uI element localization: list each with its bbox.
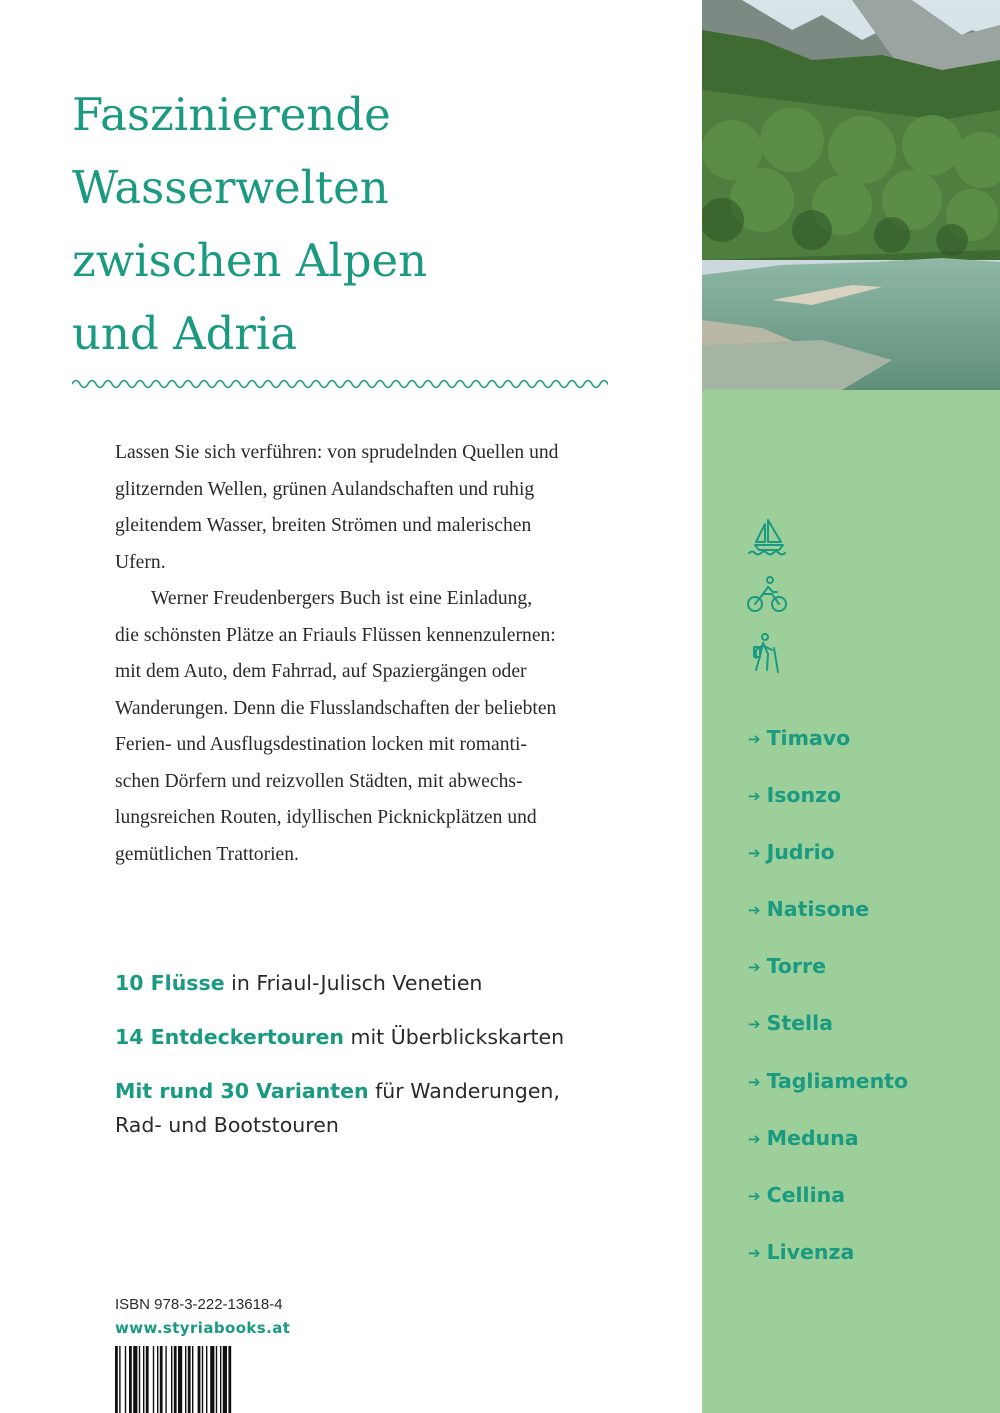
arrow-icon: ➔ bbox=[748, 901, 761, 920]
sailing-icon bbox=[746, 515, 788, 557]
arrow-icon: ➔ bbox=[748, 1129, 761, 1148]
fact-item bbox=[115, 1020, 675, 1054]
website-link[interactable]: www.styriabooks.at bbox=[115, 1319, 291, 1337]
fact-item bbox=[115, 966, 675, 1000]
river-landscape-photo bbox=[702, 0, 1000, 390]
blurb-line: Lassen Sie sich verführen: von sprudelnden Quellen und bbox=[115, 442, 559, 463]
river-item bbox=[748, 1069, 908, 1126]
river-label: Livenza bbox=[766, 1239, 855, 1264]
river-list bbox=[748, 726, 908, 1297]
wave-divider bbox=[72, 372, 608, 396]
river-item bbox=[748, 1126, 908, 1183]
river-label: Isonzo bbox=[766, 783, 842, 808]
arrow-icon: ➔ bbox=[748, 787, 761, 806]
river-label: Timavo bbox=[766, 726, 851, 750]
river-item bbox=[748, 1183, 908, 1240]
barcode bbox=[115, 1346, 295, 1413]
river-label: Stella bbox=[766, 1011, 833, 1036]
blurb-line: gleitendem Wasser, breiten Strömen und malerischen bbox=[115, 515, 532, 536]
blurb-line: gemütlichen Trattorien. bbox=[115, 843, 299, 865]
headline-line: Wasserwelten bbox=[72, 161, 389, 214]
arrow-icon: ➔ bbox=[748, 844, 761, 863]
arrow-icon: ➔ bbox=[748, 1072, 761, 1091]
arrow-icon: ➔ bbox=[748, 958, 761, 977]
fact-highlight: 14 Entdeckertouren bbox=[115, 1025, 344, 1049]
fact-text: mit Überblickskarten bbox=[343, 1025, 565, 1049]
fact-highlight: 10 Flüsse bbox=[115, 971, 225, 995]
fact-text: in Friaul-Julisch Venetien bbox=[224, 971, 483, 995]
isbn: ISBN 978-3-222-13618-4 bbox=[115, 1296, 283, 1313]
headline bbox=[72, 78, 672, 370]
cycling-icon bbox=[746, 574, 788, 616]
blurb-line: die schönsten Plätze an Friauls Flüssen kennenzulernen: bbox=[115, 624, 556, 646]
blurb-line: Werner Freudenbergers Buch ist eine Einladung, bbox=[151, 588, 533, 609]
river-item bbox=[748, 840, 908, 897]
arrow-icon: ➔ bbox=[748, 730, 761, 748]
sidebar-panel bbox=[702, 390, 1000, 1413]
blurb-line: lungsreichen Routen, idyllischen Picknickplätzen und bbox=[115, 807, 537, 828]
arrow-icon: ➔ bbox=[748, 1186, 761, 1205]
river-label: Judrio bbox=[766, 840, 835, 865]
blurb-line: Ufern. bbox=[115, 551, 166, 573]
river-item bbox=[748, 897, 908, 954]
headline-line: und Adria bbox=[72, 307, 298, 360]
river-item bbox=[748, 1240, 908, 1297]
blurb-line: mit dem Auto, dem Fahrrad, auf Spaziergängen oder bbox=[115, 661, 527, 682]
river-item bbox=[748, 954, 908, 1011]
headline-line: Faszinierende bbox=[72, 88, 391, 141]
fact-item bbox=[115, 1074, 675, 1142]
arrow-icon: ➔ bbox=[748, 1243, 761, 1262]
blurb-line: Ferien- und Ausflugsdestination locken mit romanti- bbox=[115, 734, 527, 755]
blurb-line: Wanderungen. Denn die Flusslandschaften der beliebten bbox=[115, 697, 557, 719]
river-label: Torre bbox=[766, 954, 827, 979]
arrow-icon: ➔ bbox=[748, 1015, 761, 1034]
facts-list bbox=[115, 966, 675, 1162]
river-label: Natisone bbox=[766, 897, 870, 922]
fact-highlight: Mit rund 30 Varianten bbox=[115, 1079, 369, 1103]
fact-text: Rad- und Bootstouren bbox=[115, 1113, 339, 1137]
blurb-line: schen Dörfern und reizvollen Städten, mit abwechs- bbox=[115, 770, 523, 792]
river-label: Cellina bbox=[766, 1182, 846, 1207]
river-label: Tagliamento bbox=[766, 1068, 909, 1093]
river-item bbox=[748, 1011, 908, 1068]
fact-text: für Wanderungen, bbox=[368, 1079, 560, 1103]
blurb bbox=[115, 435, 605, 873]
headline-line: zwischen Alpen bbox=[72, 234, 428, 287]
river-item bbox=[748, 726, 908, 783]
hiking-icon bbox=[746, 632, 788, 674]
blurb-line: glitzernden Wellen, grünen Aulandschaften und ruhig bbox=[115, 478, 535, 500]
river-item bbox=[748, 783, 908, 840]
river-label: Meduna bbox=[766, 1125, 859, 1150]
